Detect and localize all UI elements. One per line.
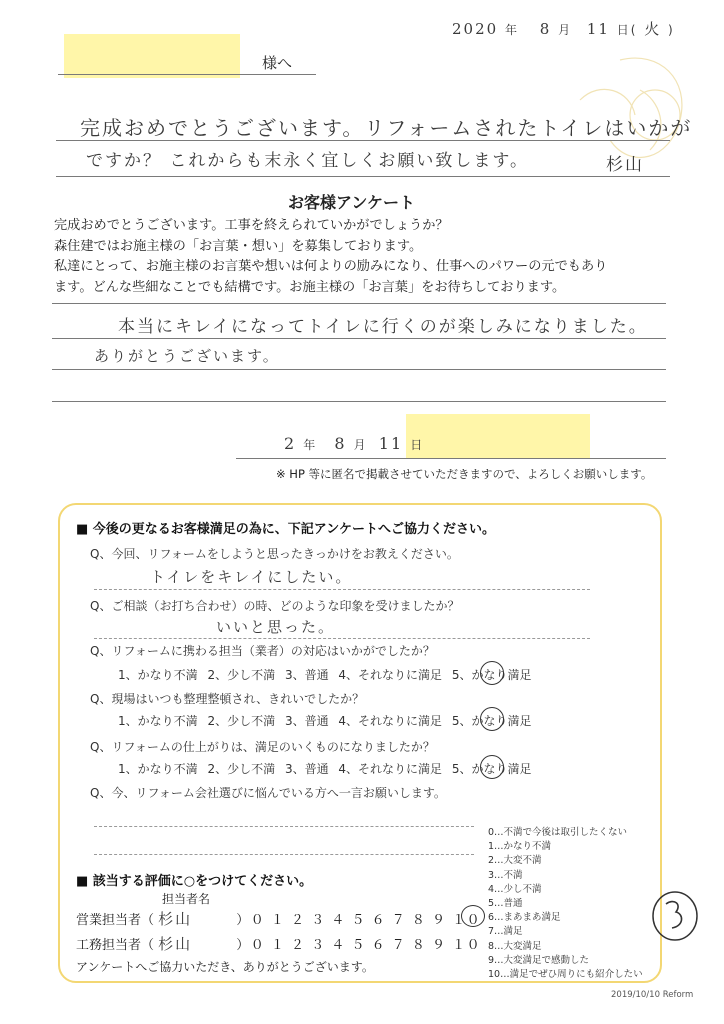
sales-staff-row xyxy=(76,908,481,929)
message-underline-2 xyxy=(56,176,670,177)
date-day: 11 xyxy=(586,20,610,38)
choice-q5-3[interactable]: 3、普通 xyxy=(284,762,329,776)
staff-name-column-label: 担当者名 xyxy=(162,892,211,906)
choice-q5-5[interactable]: 5、かなり満足 xyxy=(451,762,532,776)
reply-date xyxy=(284,434,424,453)
addressee-suffix: 様へ xyxy=(262,54,293,72)
choices-q5 xyxy=(118,760,532,777)
date-month: 8 xyxy=(539,20,552,38)
legend-item: 6…まあまあ満足 xyxy=(488,912,561,924)
reply-month: 8 xyxy=(334,434,347,453)
rating-legend xyxy=(488,826,643,982)
question-1: Q、今回、リフォームをしようと思ったきっかけをお教えください。 xyxy=(90,547,459,561)
works-staff-row xyxy=(76,933,481,954)
legend-item: 1…かなり不満 xyxy=(488,841,552,853)
choice-q5-4[interactable]: 4、それなりに満足 xyxy=(338,762,443,776)
choices-q4 xyxy=(118,712,532,729)
answer-line-3 xyxy=(52,369,666,370)
survey-title: お客様アンケート xyxy=(288,193,416,212)
choices-q3 xyxy=(118,666,532,683)
selected-circle-q3 xyxy=(480,661,504,685)
date-day-unit: 日( xyxy=(616,23,638,37)
choice-q3-1[interactable]: 1、かなり不満 xyxy=(118,668,198,682)
answer-line-1 xyxy=(52,303,666,304)
survey-answer-1: 本当にキレイになってトイレに行くのが楽しみになりました。 xyxy=(118,317,648,337)
answer-q1-line xyxy=(94,589,590,590)
choice-q4-1[interactable]: 1、かなり不満 xyxy=(118,714,198,728)
survey-intro-line-4: ます。どんな些細なことでも結構です。お施主様の「お言葉」をお待ちしております。 xyxy=(54,279,566,295)
works-staff-name: 杉山 xyxy=(158,935,193,953)
handwritten-score-mark xyxy=(648,886,704,946)
thanks-note: アンケートへご協力いただき、ありがとうございます。 xyxy=(76,960,374,974)
legend-item: 2…大変不満 xyxy=(488,855,542,867)
sales-staff-name: 杉山 xyxy=(158,910,193,928)
selected-circle-q4 xyxy=(480,707,504,731)
legend-item: 9…大変満足で感動した xyxy=(488,954,590,966)
legend-item: 0…不満で今後は取引したくない xyxy=(488,827,628,838)
reply-year-unit: 年 xyxy=(303,438,318,452)
questionnaire-heading: ■ 今後の更なるお客様満足の為に、下記アンケートへご協力ください。 xyxy=(76,522,496,537)
selected-circle-q5 xyxy=(480,755,504,779)
choice-q4-3[interactable]: 3、普通 xyxy=(284,714,329,728)
message-line-2: ですか？ これからも末永く宜しくお願い致します。 xyxy=(86,151,530,171)
choice-q3-5[interactable]: 5、かなり満足 xyxy=(451,668,532,682)
legend-item: 10…満足でぜひ周りにも紹介したい xyxy=(488,969,643,981)
date-year: 2020 xyxy=(452,20,499,38)
reply-day: 11 xyxy=(378,434,404,453)
addressee-redaction xyxy=(64,34,240,78)
date-year-unit: 年 xyxy=(504,23,519,37)
choice-q5-2[interactable]: 2、少し不満 xyxy=(207,762,276,776)
question-6: Q、今、リフォーム会社選びに悩んでいる方へ一言お願いします。 xyxy=(90,786,446,800)
choice-q3-4[interactable]: 4、それなりに満足 xyxy=(338,668,443,682)
form-id: 2019/10/10 Reform xyxy=(611,990,694,1000)
question-4: Q、現場はいつも整理整頓され、きれいでしたか？ xyxy=(90,692,365,706)
survey-intro-line-2: 森住建ではお施主様の「お言葉・想い」を募集しております。 xyxy=(54,238,423,254)
survey-intro xyxy=(54,216,607,298)
sales-rating-circle xyxy=(461,905,485,927)
date-close: ) xyxy=(668,23,675,37)
date-weekday: 火 xyxy=(644,20,662,38)
works-staff-label: 工務担当者（ xyxy=(76,938,155,953)
reply-name-redaction xyxy=(406,414,590,458)
answer-q6-line-2 xyxy=(94,854,474,855)
works-rating-scale[interactable]: ）０ １ ２ ３ ４ ５ ６ ７ ８ ９ １０ xyxy=(236,938,482,953)
answer-q2-line xyxy=(94,638,590,639)
message-signature: 杉山 xyxy=(606,155,644,175)
choice-q4-5[interactable]: 5、かなり満足 xyxy=(451,714,532,728)
answer-q6-line-1 xyxy=(94,826,474,827)
reply-year: 2 xyxy=(284,434,297,453)
survey-answer-2: ありがとうございます。 xyxy=(94,347,280,365)
legend-item: 4…少し不満 xyxy=(488,883,542,895)
message-underline-1 xyxy=(56,140,670,141)
anonymous-note: ※ HP 等に匿名で掲載させていただきますので、よろしくお願いします。 xyxy=(276,467,653,481)
legend-item: 3…不満 xyxy=(488,869,523,881)
answer-q2: いいと思った。 xyxy=(216,618,336,636)
choice-q3-3[interactable]: 3、普通 xyxy=(284,668,329,682)
message-line-1: 完成おめでとうございます。リフォームされたトイレはいかが xyxy=(80,116,693,140)
question-3: Q、リフォームに携わる担当（業者）の対応はいかがでしたか？ xyxy=(90,644,435,658)
choice-q4-2[interactable]: 2、少し不満 xyxy=(207,714,276,728)
legend-item: 8…大変満足 xyxy=(488,940,542,952)
survey-intro-line-1: 完成おめでとうございます。工事を終えられていかがでしょうか？ xyxy=(54,218,449,233)
answer-line-2 xyxy=(52,338,666,339)
reply-day-unit: 日 xyxy=(410,438,425,452)
answer-line-4 xyxy=(52,401,666,402)
legend-item: 5…普通 xyxy=(488,898,523,910)
reply-month-unit: 月 xyxy=(353,438,368,452)
choice-q4-4[interactable]: 4、それなりに満足 xyxy=(338,714,443,728)
question-2: Q、ご相談（お打ち合わせ）の時、どのような印象を受けましたか？ xyxy=(90,599,460,613)
addressee-underline xyxy=(58,74,316,75)
choice-q5-1[interactable]: 1、かなり不満 xyxy=(118,762,198,776)
header-date xyxy=(452,18,675,39)
answer-q1: トイレをキレイにしたい。 xyxy=(150,568,353,586)
date-month-unit: 月 xyxy=(558,23,573,37)
rating-heading: ■ 該当する評価に○をつけてください。 xyxy=(76,874,313,889)
question-5: Q、リフォームの仕上がりは、満足のいくものになりましたか？ xyxy=(90,740,435,754)
sales-staff-label: 営業担当者（ xyxy=(76,913,155,928)
legend-item: 7…満足 xyxy=(488,926,523,938)
survey-intro-line-3: 私達にとって、お施主様のお言葉や想いは何よりの励みになり、仕事へのパワーの元でもあり xyxy=(54,259,608,274)
sales-rating-scale[interactable]: ）０ １ ２ ３ ４ ５ ６ ７ ８ ９ １０ xyxy=(236,913,482,928)
choice-q3-2[interactable]: 2、少し不満 xyxy=(207,668,276,682)
reply-date-underline xyxy=(236,458,666,459)
